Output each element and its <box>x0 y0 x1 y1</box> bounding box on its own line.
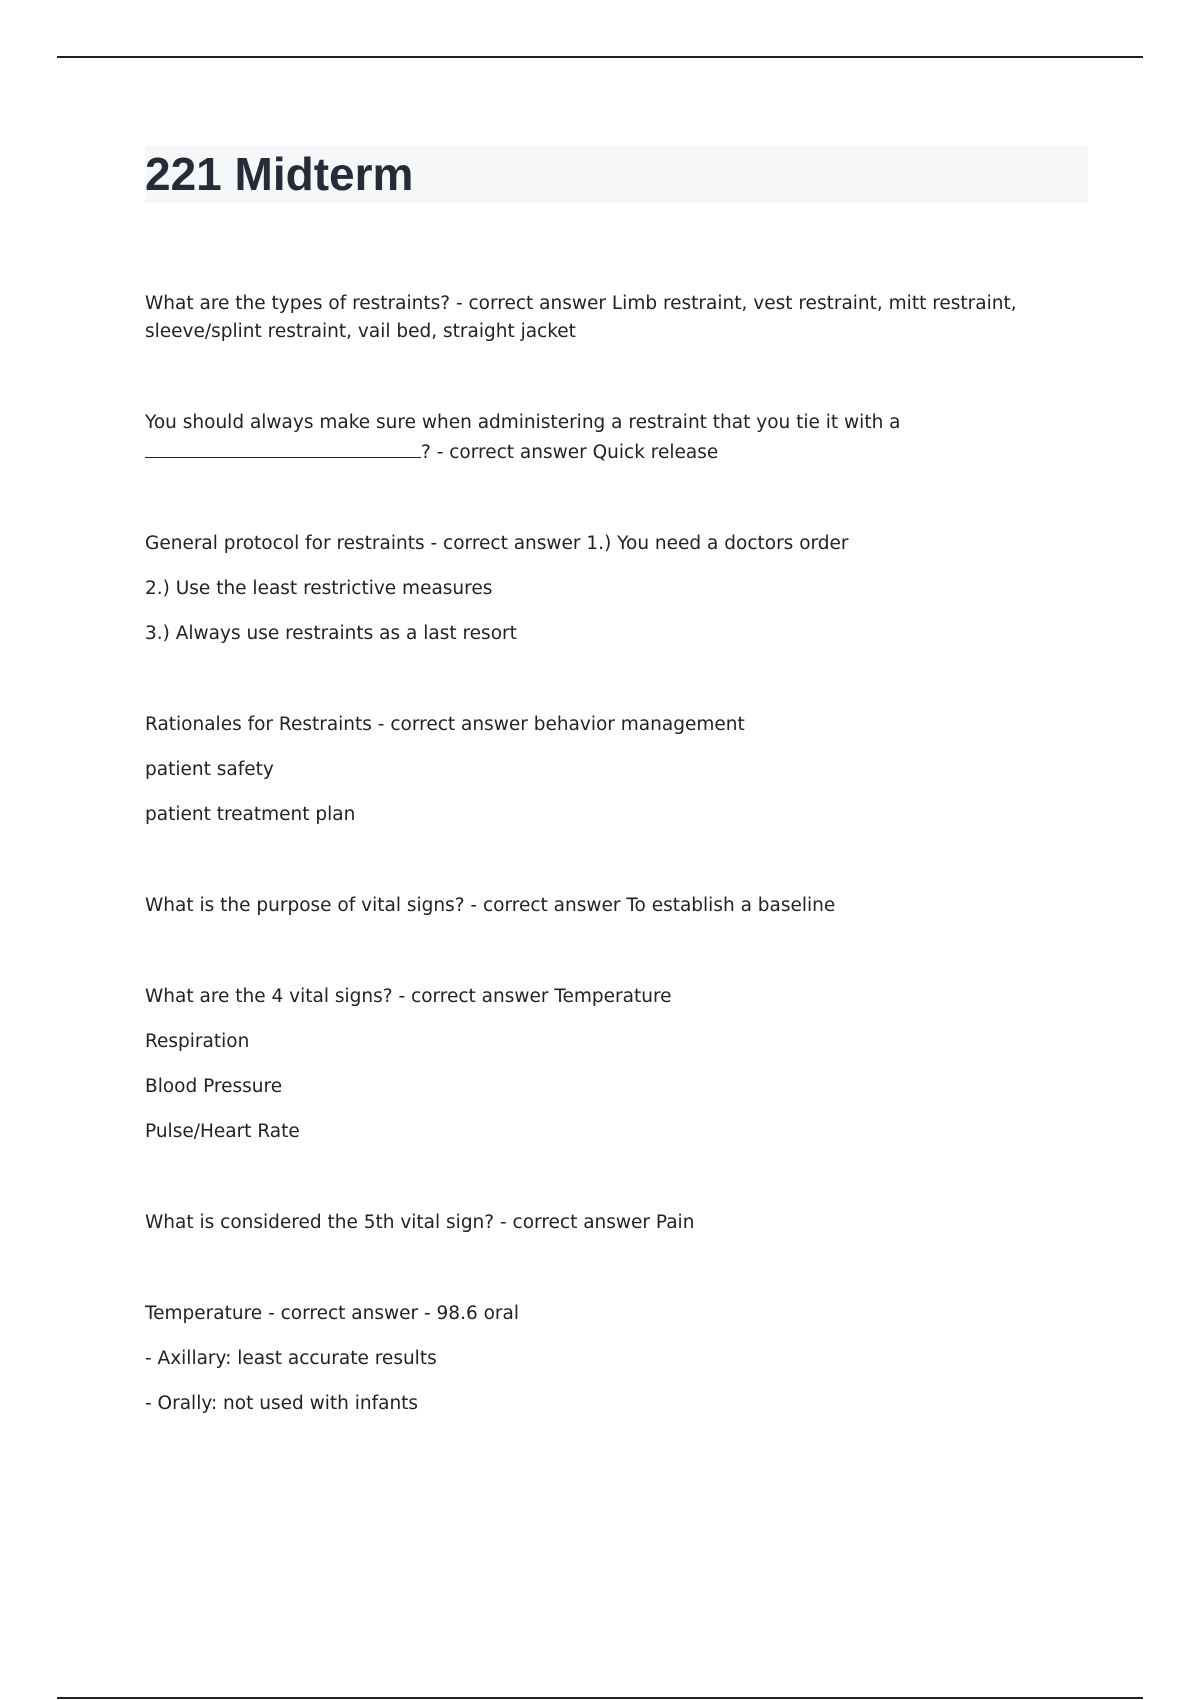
qa-line: patient treatment plan <box>145 804 356 825</box>
qa-line: - Axillary: least accurate results <box>145 1348 437 1369</box>
qa-item <box>145 290 1045 346</box>
qa-line: sleeve/splint restraint, vail bed, straight jacket <box>145 321 576 342</box>
qa-line: 3.) Always use restraints as a last resort <box>145 623 517 644</box>
qa-list <box>145 290 1045 1481</box>
qa-line: Respiration <box>145 1031 250 1052</box>
qa-item <box>145 530 1045 648</box>
qa-line: What is considered the 5th vital sign? - correct answer Pain <box>145 1212 695 1233</box>
top-rule <box>57 56 1143 58</box>
qa-line: Temperature - correct answer - 98.6 oral <box>145 1303 520 1324</box>
fill-in-blank <box>145 437 421 458</box>
qa-line: patient safety <box>145 759 274 780</box>
qa-item <box>145 409 1045 467</box>
qa-line: Rationales for Restraints - correct answer behavior management <box>145 714 745 735</box>
bottom-rule <box>57 1697 1143 1699</box>
qa-line-text: ? - correct answer Quick release <box>421 442 719 463</box>
qa-line: 2.) Use the least restrictive measures <box>145 578 493 599</box>
qa-line: Blood Pressure <box>145 1076 283 1097</box>
qa-line: You should always make sure when administering a restraint that you tie it with a <box>145 412 901 433</box>
qa-line: What are the types of restraints? - correct answer Limb restraint, vest restraint, mitt restraint, <box>145 293 1017 314</box>
qa-line: - Orally: not used with infants <box>145 1393 419 1414</box>
qa-line <box>145 437 1045 467</box>
qa-line: General protocol for restraints - correct answer 1.) You need a doctors order <box>145 533 849 554</box>
qa-item <box>145 983 1045 1146</box>
qa-item <box>145 1300 1045 1418</box>
document-title: 221 Midterm <box>145 148 414 200</box>
qa-line: What is the purpose of vital signs? - correct answer To establish a baseline <box>145 895 836 916</box>
qa-item <box>145 711 1045 829</box>
qa-item <box>145 892 1045 920</box>
qa-line: Pulse/Heart Rate <box>145 1121 300 1142</box>
qa-line: What are the 4 vital signs? - correct answer Temperature <box>145 986 672 1007</box>
qa-item <box>145 1209 1045 1237</box>
